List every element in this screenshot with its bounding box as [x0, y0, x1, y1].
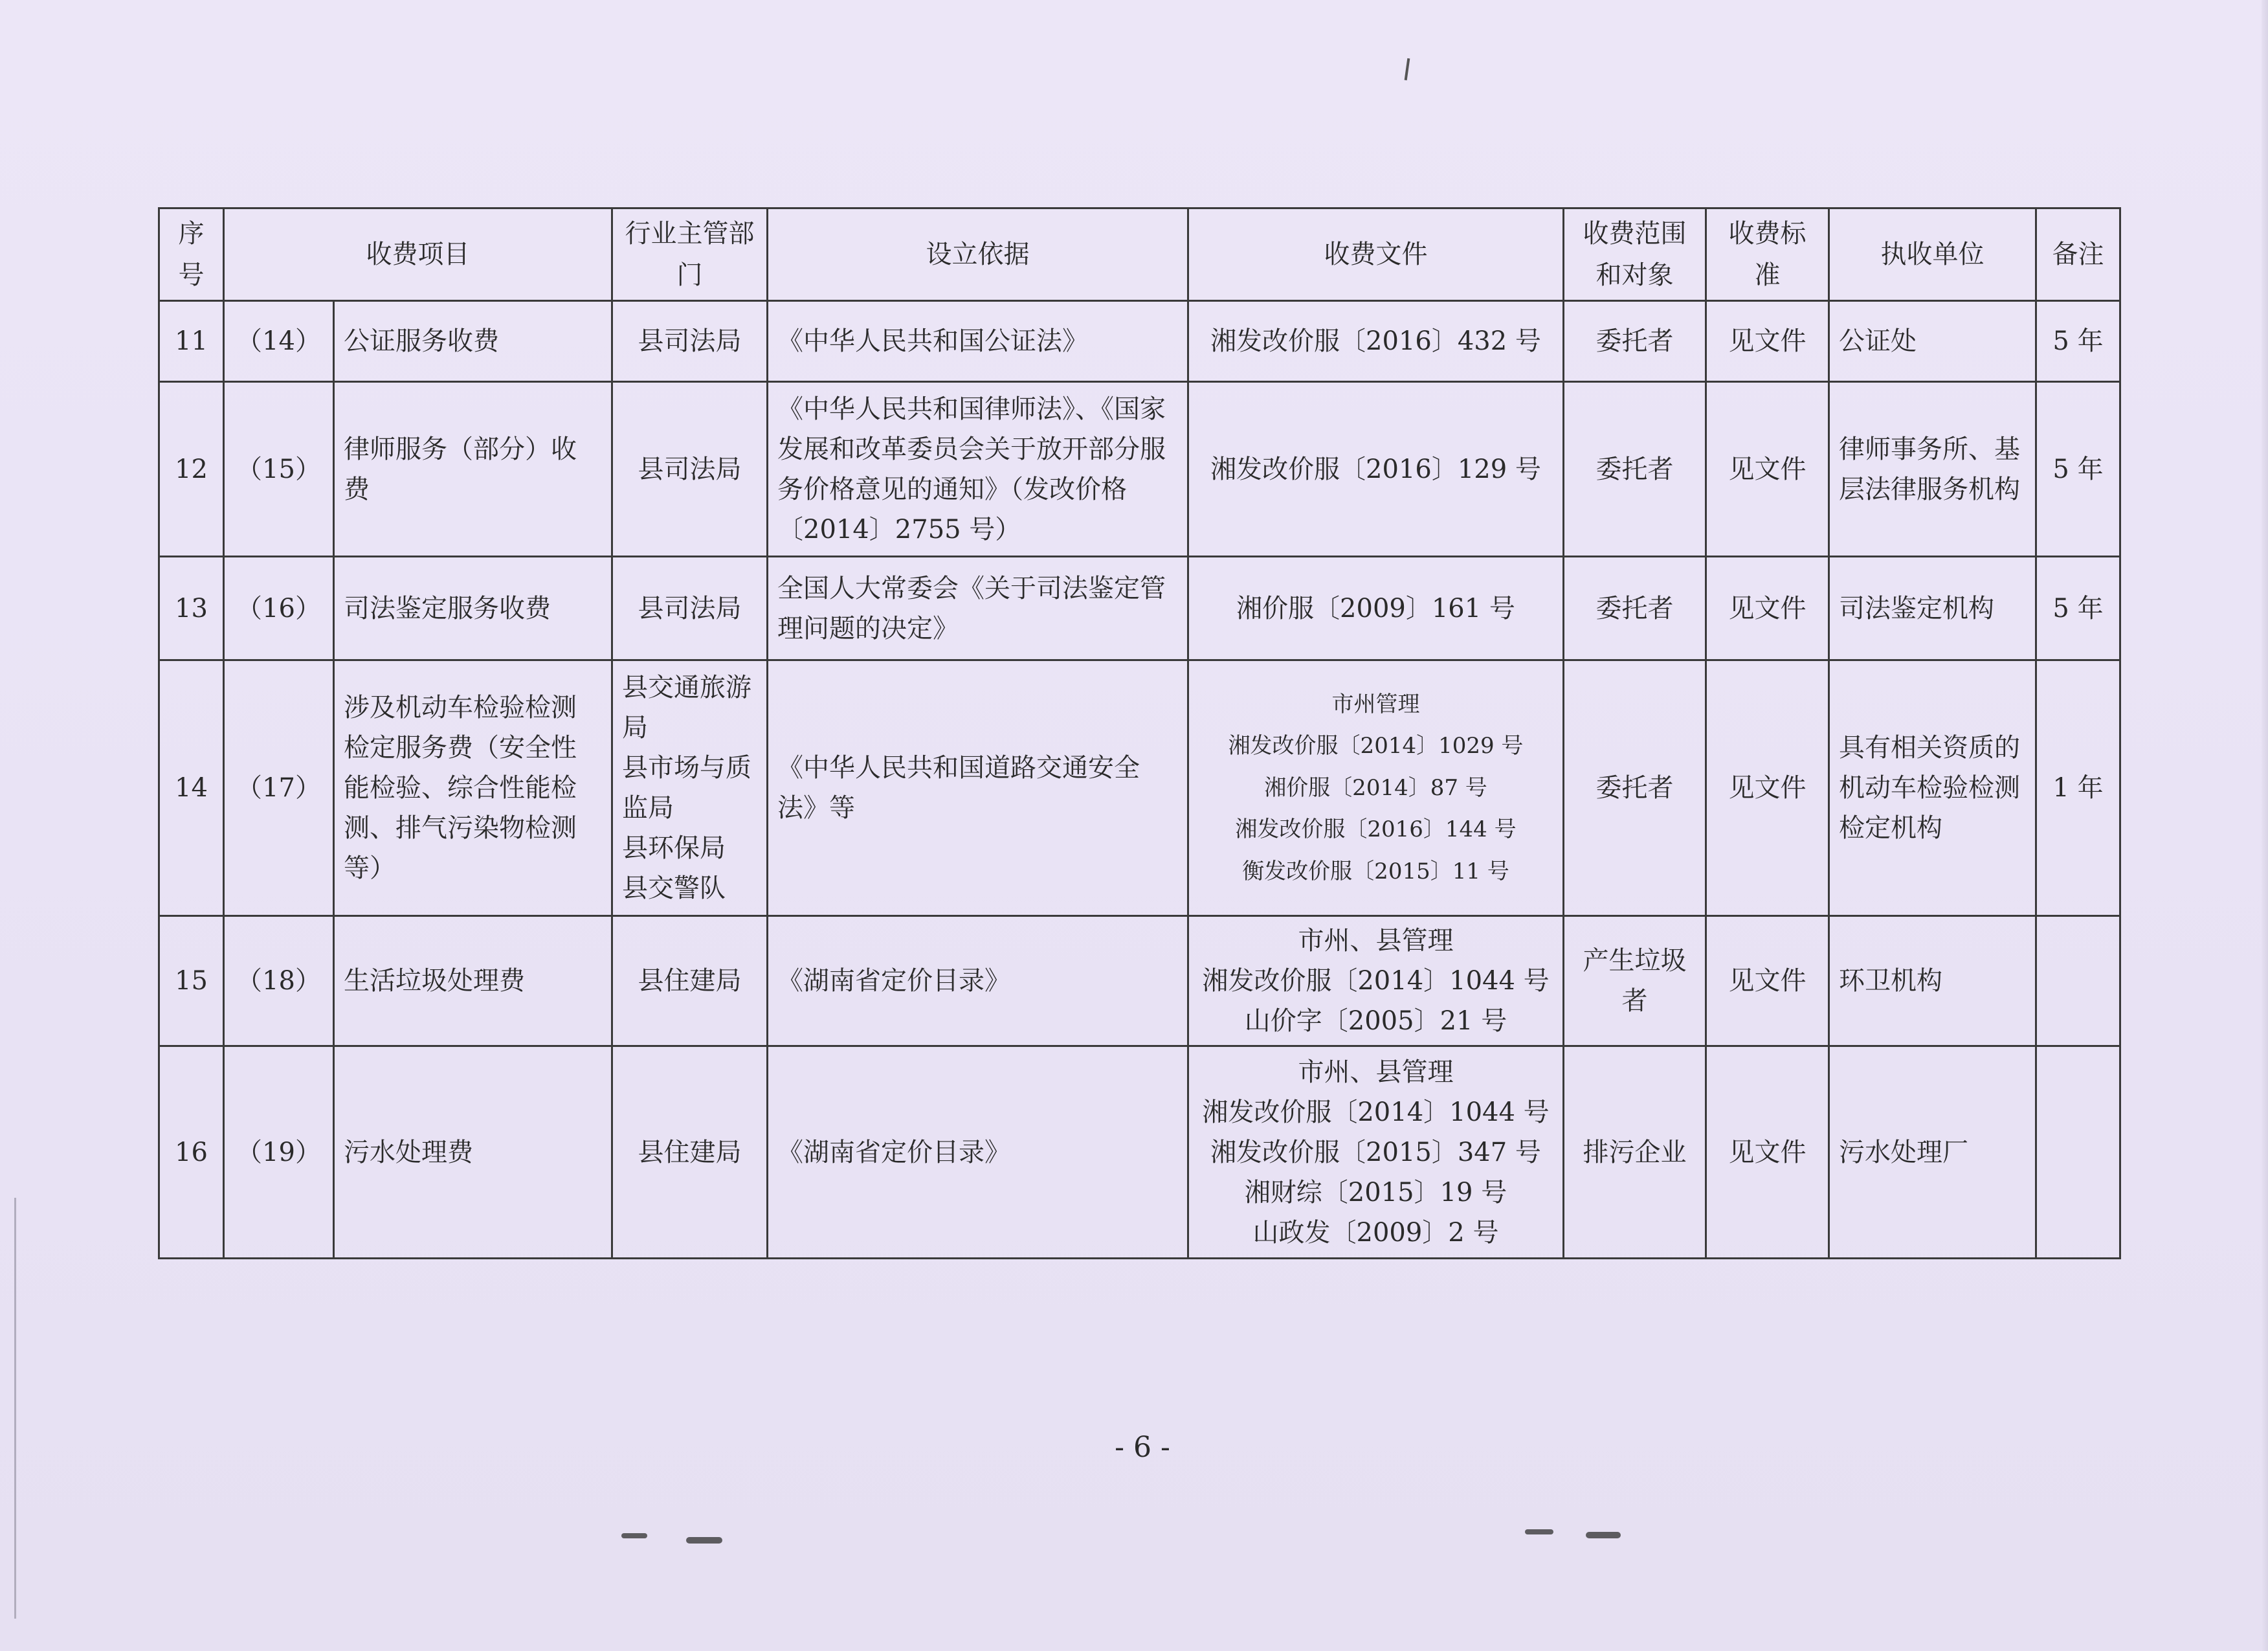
document-line: 湘发改价服〔2015〕347 号: [1210, 1137, 1541, 1167]
scan-edge-shadow: [2262, 0, 2268, 1651]
row-remark: 5 年: [2036, 382, 2120, 557]
row-sub-index: （16）: [224, 557, 334, 660]
row-index: 14: [159, 660, 224, 916]
row-standard: 见文件: [1706, 301, 1829, 382]
table-row: [159, 301, 2120, 382]
department-line: 县环保局: [622, 833, 726, 863]
row-document: [1188, 916, 1564, 1046]
department-line: 县市场与质监局: [622, 753, 751, 823]
document-line: 湘发改价服〔2016〕129 号: [1210, 454, 1541, 484]
document-line: 山价字〔2005〕21 号: [1244, 1006, 1507, 1036]
table-row: [159, 916, 2120, 1046]
row-item: 律师服务（部分）收费: [334, 382, 612, 557]
row-item: 司法鉴定服务收费: [334, 557, 612, 660]
header-basis: 设立依据: [768, 208, 1188, 301]
row-basis: 《中华人民共和国道路交通安全法》等: [768, 660, 1188, 916]
row-sub-index: （14）: [224, 301, 334, 382]
row-document: [1188, 557, 1564, 660]
row-remark: 5 年: [2036, 301, 2120, 382]
row-unit: 公证处: [1829, 301, 2036, 382]
row-basis: 全国人大常委会《关于司法鉴定管理问题的决定》: [768, 557, 1188, 660]
row-department: 县住建局: [612, 916, 768, 1046]
row-index: 11: [159, 301, 224, 382]
document-line: 市州管理: [1331, 691, 1420, 717]
row-unit: 具有相关资质的机动车检验检测检定机构: [1829, 660, 2036, 916]
row-unit: 律师事务所、基层法律服务机构: [1829, 382, 2036, 557]
row-sub-index: （18）: [224, 916, 334, 1046]
row-remark: 5 年: [2036, 557, 2120, 660]
row-department: [612, 660, 768, 916]
header-standard: 收费标准: [1706, 208, 1829, 301]
row-item: 生活垃圾处理费: [334, 916, 612, 1046]
header-item: 收费项目: [224, 208, 612, 301]
row-scope: 委托者: [1564, 557, 1706, 660]
row-document: [1188, 301, 1564, 382]
row-standard: 见文件: [1706, 557, 1829, 660]
scan-edge-mark: [14, 1198, 16, 1619]
department-line: 县交通旅游局: [622, 673, 751, 743]
document-line: 湘发改价服〔2014〕1044 号: [1202, 966, 1550, 996]
row-remark: [2036, 916, 2120, 1046]
row-basis: 《中华人民共和国律师法》、《国家发展和改革委员会关于放开部分服务价格意见的通知》（发改价格〔2014〕2755 号）: [768, 382, 1188, 557]
header-scope: 收费范围和对象: [1564, 208, 1706, 301]
row-index: 13: [159, 557, 224, 660]
row-standard: 见文件: [1706, 1046, 1829, 1259]
row-sub-index: （15）: [224, 382, 334, 557]
fee-table: [158, 207, 2121, 1259]
row-unit: 司法鉴定机构: [1829, 557, 2036, 660]
row-department: 县住建局: [612, 1046, 768, 1259]
department-line: 县交警队: [622, 873, 726, 903]
binding-hole-mark: [621, 1533, 647, 1538]
row-scope: 委托者: [1564, 301, 1706, 382]
document-line: 湘发改价服〔2014〕1029 号: [1228, 733, 1524, 759]
document-line: 市州、县管理: [1298, 926, 1454, 956]
row-basis: 《湖南省定价目录》: [768, 916, 1188, 1046]
row-scope: 排污企业: [1564, 1046, 1706, 1259]
document-line: 湘价服〔2014〕87 号: [1264, 774, 1487, 801]
binding-hole-mark: [1586, 1532, 1621, 1538]
row-unit: 污水处理厂: [1829, 1046, 2036, 1259]
row-item: 公证服务收费: [334, 301, 612, 382]
row-document: [1188, 382, 1564, 557]
row-index: 15: [159, 916, 224, 1046]
row-document: [1188, 660, 1564, 916]
row-item: 污水处理费: [334, 1046, 612, 1259]
row-sub-index: （17）: [224, 660, 334, 916]
row-department: 县司法局: [612, 557, 768, 660]
row-standard: 见文件: [1706, 916, 1829, 1046]
header-unit: 执收单位: [1829, 208, 2036, 301]
row-standard: 见文件: [1706, 382, 1829, 557]
page-number: - 6 -: [1115, 1431, 1170, 1464]
row-basis: 《湖南省定价目录》: [768, 1046, 1188, 1259]
row-unit: 环卫机构: [1829, 916, 2036, 1046]
row-department: 县司法局: [612, 382, 768, 557]
row-document: [1188, 1046, 1564, 1259]
row-scope: 委托者: [1564, 660, 1706, 916]
table-header-row: [159, 208, 2120, 301]
document-line: 山政发〔2009〕2 号: [1252, 1217, 1499, 1248]
header-remark: 备注: [2036, 208, 2120, 301]
table-row: [159, 382, 2120, 557]
row-remark: [2036, 1046, 2120, 1259]
document-line: 市州、县管理: [1298, 1057, 1454, 1087]
binding-hole-mark: [686, 1537, 722, 1544]
header-department: 行业主管部门: [612, 208, 768, 301]
document-line: 衡发改价服〔2015〕11 号: [1242, 858, 1509, 884]
binding-hole-mark: [1525, 1529, 1553, 1534]
header-document: 收费文件: [1188, 208, 1564, 301]
row-basis: 《中华人民共和国公证法》: [768, 301, 1188, 382]
row-index: 12: [159, 382, 224, 557]
row-standard: 见文件: [1706, 660, 1829, 916]
table-row: [159, 1046, 2120, 1259]
row-scope: 委托者: [1564, 382, 1706, 557]
document-line: 湘发改价服〔2014〕1044 号: [1202, 1097, 1550, 1127]
row-department: 县司法局: [612, 301, 768, 382]
row-item: 涉及机动车检验检测检定服务费（安全性能检验、综合性能检测、排气污染物检测等）: [334, 660, 612, 916]
row-scope: 产生垃圾者: [1564, 916, 1706, 1046]
row-index: 16: [159, 1046, 224, 1259]
document-line: 湘发改价服〔2016〕432 号: [1210, 326, 1541, 356]
header-index: 序号: [159, 208, 224, 301]
row-remark: 1 年: [2036, 660, 2120, 916]
row-sub-index: （19）: [224, 1046, 334, 1259]
table-row: [159, 660, 2120, 916]
document-line: 湘发改价服〔2016〕144 号: [1235, 816, 1517, 843]
table-row: [159, 557, 2120, 660]
document-line: 湘价服〔2009〕161 号: [1236, 593, 1515, 623]
document-line: 湘财综〔2015〕19 号: [1244, 1177, 1507, 1207]
